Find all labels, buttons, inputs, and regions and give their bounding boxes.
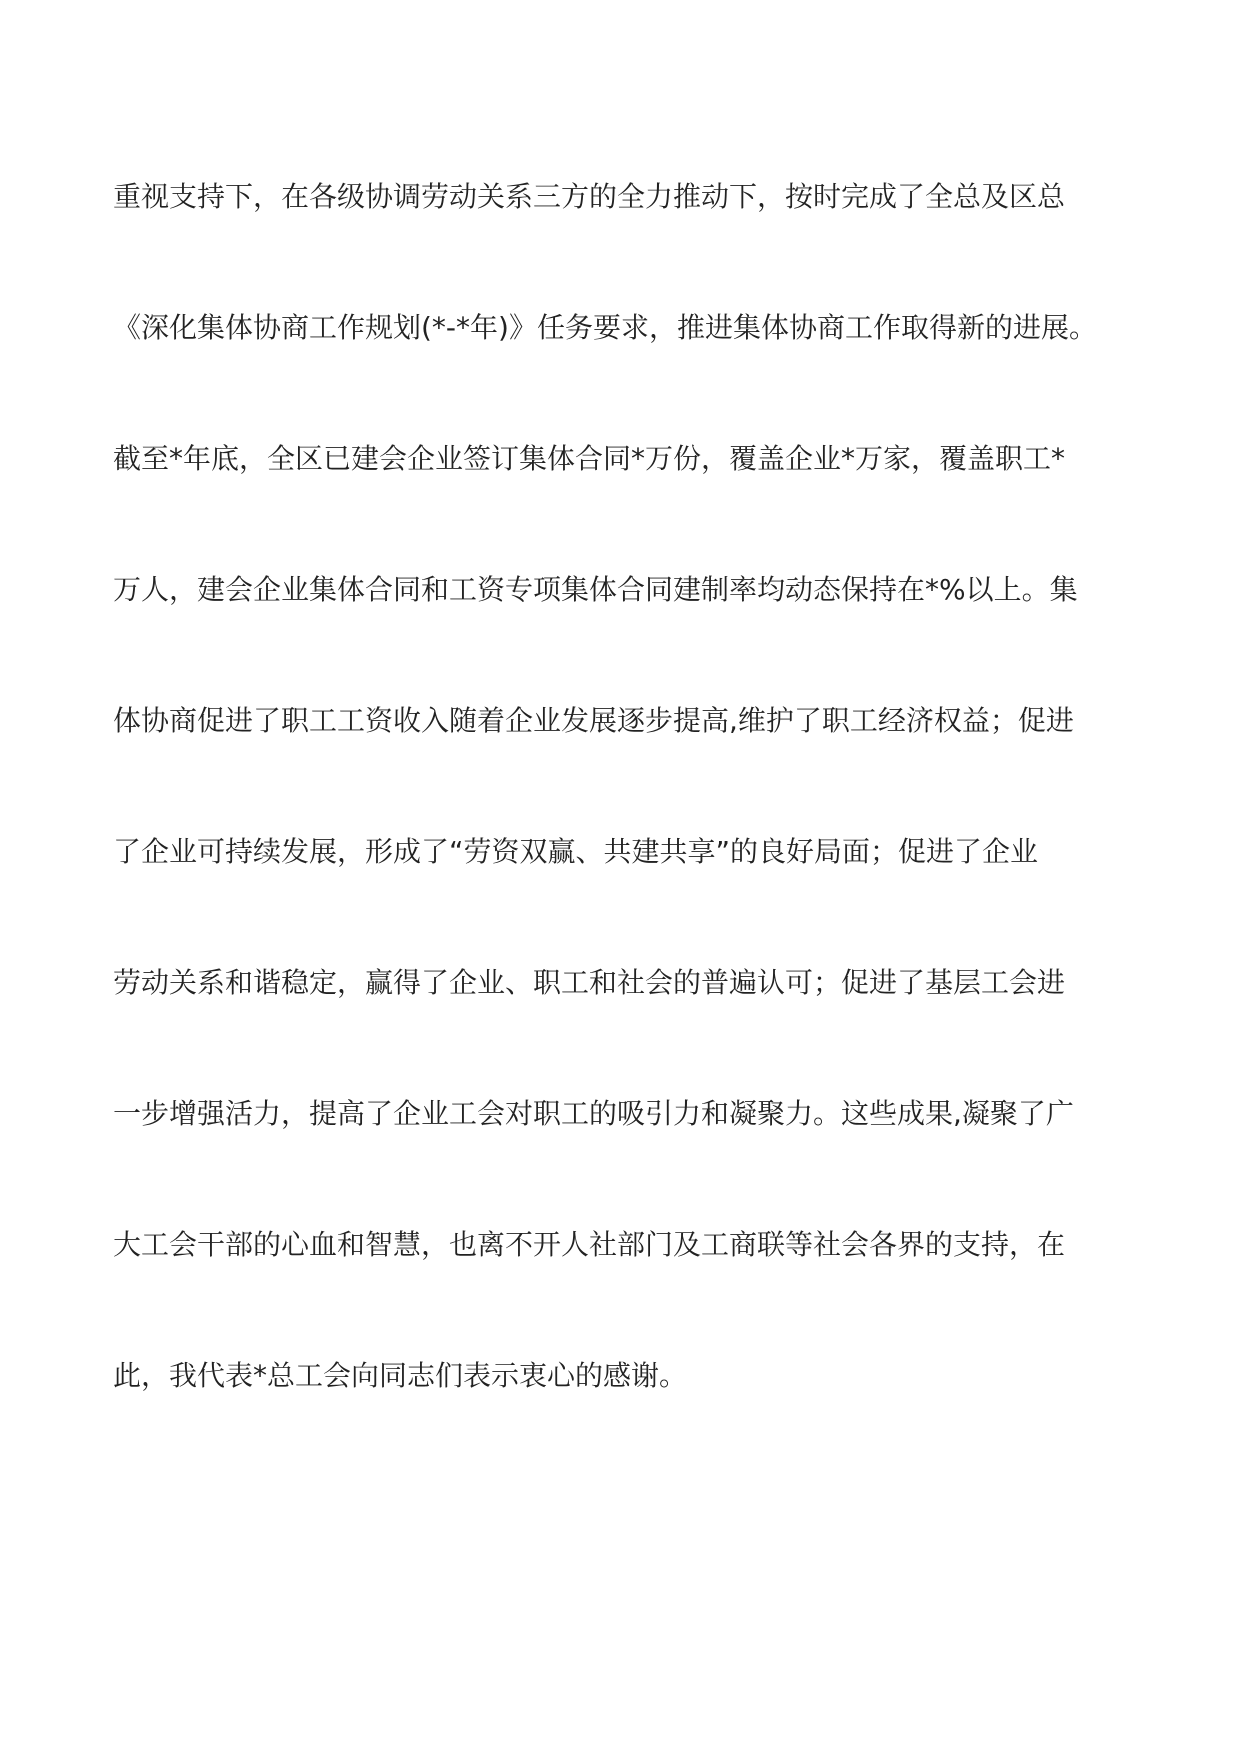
text-line: 《深化集体协商工作规划(*-*年)》任务要求，推进集体协商工作取得新的进展。 [113, 311, 1097, 344]
text-line: 截至*年底，全区已建会企业签订集体合同*万份，覆盖企业*万家，覆盖职工* [113, 442, 1066, 475]
text-line: 此，我代表*总工会向同志们表示衷心的感谢。 [113, 1359, 688, 1392]
text-line: 劳动关系和谐稳定，赢得了企业、职工和社会的普遍认可；促进了基层工会进 [113, 966, 1066, 999]
text-line: 重视支持下，在各级协调劳动关系三方的全力推动下，按时完成了全总及区总 [113, 180, 1066, 213]
text-line: 万人，建会企业集体合同和工资专项集体合同建制率均动态保持在*%以上。集 [113, 573, 1078, 606]
text-line: 大工会干部的心血和智慧，也离不开人社部门及工商联等社会各界的支持，在 [113, 1228, 1066, 1261]
text-line: 一步增强活力，提高了企业工会对职工的吸引力和凝聚力。这些成果,凝聚了广 [113, 1097, 1074, 1130]
text-line: 体协商促进了职工工资收入随着企业发展逐步提高,维护了职工经济权益；促进 [113, 704, 1074, 737]
text-line: 了企业可持续发展，形成了“劳资双赢、共建共享”的良好局面；促进了企业 [113, 835, 1039, 868]
